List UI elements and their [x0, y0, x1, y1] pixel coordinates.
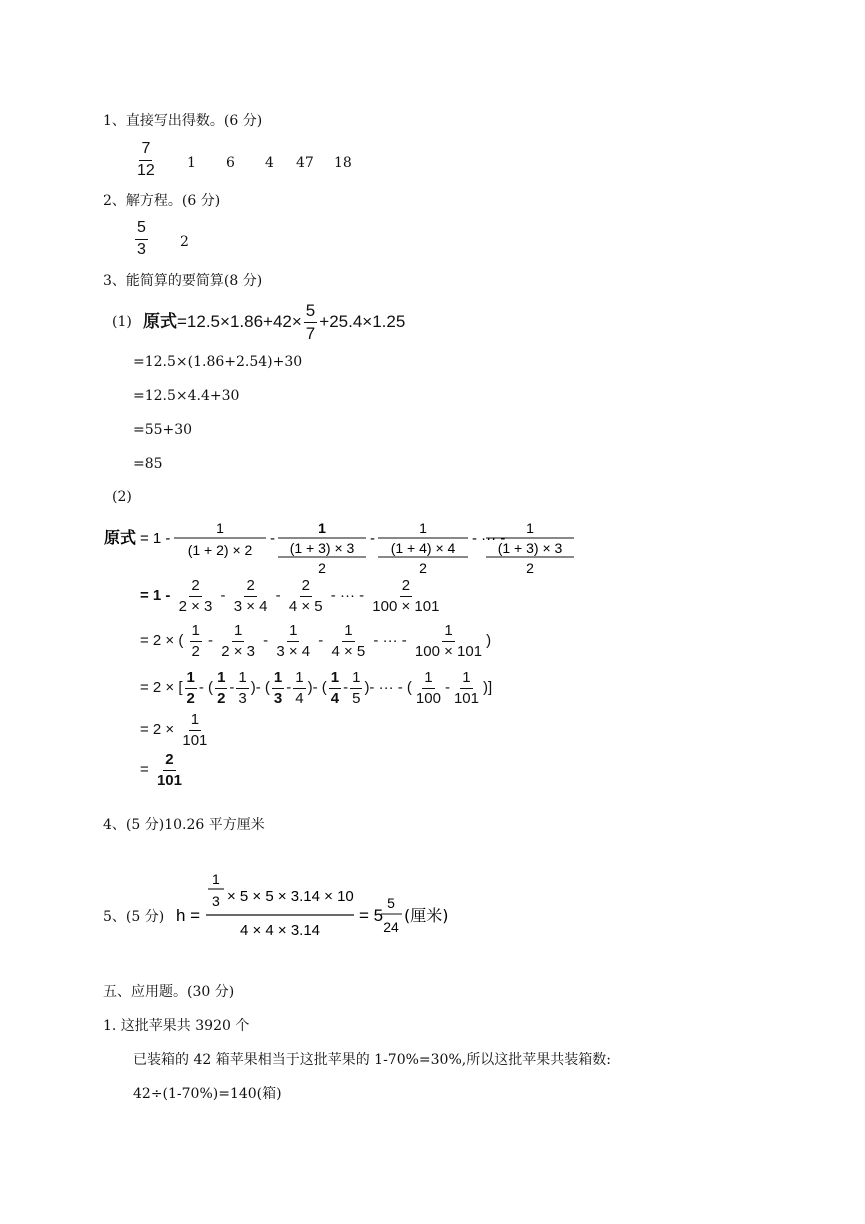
svg-text:h =: h = — [176, 906, 201, 925]
q3-step: =12.5×(1.86+2.54)+30 — [133, 354, 303, 370]
svg-text:(厘米): (厘米) — [404, 906, 449, 925]
q3-part1-label: (1) — [112, 314, 132, 330]
svg-text:(1 + 2) × 2: (1 + 2) × 2 — [187, 542, 253, 558]
svg-text:-: - — [270, 530, 275, 547]
svg-text:= 1 -: = 1 - — [140, 530, 171, 547]
section5-line2: 已装箱的 42 箱苹果相当于这批苹果的 1-70%=30%,所以这批苹果共装箱数: — [133, 1052, 611, 1068]
q1-answer: 1 — [187, 155, 196, 171]
q3-part2-line3: = 2 × ( $\frac{1}{2}$ - $\frac{1}{2 \times 3}$ - $\frac{1}{3 \times 4}$ - $\frac{1}{4 \times 5}$ - ··· - $\frac{1}{100 \times 101}$ ) — [140, 622, 492, 660]
svg-text:2: 2 — [419, 560, 427, 576]
svg-text:2: 2 — [318, 560, 326, 576]
q1-answer: 47 — [296, 155, 314, 171]
section5-item1: 1. 这批苹果共 3920 个 — [103, 1018, 250, 1034]
svg-text:1: 1 — [526, 520, 534, 536]
q3-step: =55+30 — [133, 422, 193, 438]
svg-text:(1 + 3) × 3: (1 + 3) × 3 — [497, 540, 563, 556]
svg-text:4 × 4 × 3.14: 4 × 4 × 3.14 — [239, 922, 321, 939]
svg-text:1: 1 — [419, 520, 427, 536]
svg-text:1: 1 — [216, 520, 224, 536]
svg-text:1: 1 — [212, 871, 220, 887]
q1-answer: 4 — [265, 155, 274, 171]
q1-answer: 6 — [226, 155, 235, 171]
q2-answer: 2 — [180, 234, 189, 250]
q3-title: 3、能简算的要简算(8 分) — [103, 273, 263, 289]
q3-part2-line4: = 2 × [ $\frac{1}{2}$ - ( $\frac{1}{2}$ - $\frac{1}{3}$ )- ( $\frac{1}{3}$ - $\frac{1}{4}$ )- ( $\frac{1}{4}$ - $\frac{1}{5}$ )- ··· - ( $\frac{1}{100}$ - $\frac{1}{101}$ )] — [140, 669, 493, 707]
section5-title: 五、应用题。(30 分) — [103, 984, 235, 1000]
q3-part2-label: (2) — [112, 489, 132, 505]
q5-formula — [170, 868, 470, 946]
q1-title: 1、直接写出得数。(6 分) — [103, 113, 263, 129]
q1-fraction: $\frac{7}{12}$ — [137, 140, 155, 179]
svg-text:= 5: = 5 — [359, 906, 384, 925]
q1-answer: 18 — [334, 155, 352, 171]
q3-step: =12.5×4.4+30 — [133, 388, 240, 404]
q2-title: 2、解方程。(6 分) — [103, 193, 221, 209]
q3-step: =85 — [133, 456, 163, 472]
svg-text:× 5 × 5 × 3.14 × 10: × 5 × 5 × 3.14 × 10 — [227, 888, 354, 905]
svg-text:3: 3 — [212, 893, 220, 909]
svg-text:(1 + 4) × 4: (1 + 4) × 4 — [390, 540, 456, 556]
q4-text: 4、(5 分)10.26 平方厘米 — [103, 817, 265, 833]
svg-text:5: 5 — [387, 895, 395, 911]
svg-text:2: 2 — [526, 560, 534, 576]
svg-text:-: - — [370, 530, 375, 547]
svg-text:原式: 原式 — [104, 528, 137, 547]
q5-label: 5、(5 分) — [103, 909, 165, 925]
svg-text:- ··· -: - ··· - — [472, 530, 506, 547]
q3-part2-line5: = 2 × $\frac{1}{101}$ — [140, 711, 208, 749]
svg-text:24: 24 — [383, 919, 399, 935]
q3-part2-line2: = 1 - $\frac{2}{2 \times 3}$ - $\frac{2}{3 \times 4}$ - $\frac{2}{4 \times 5}$ - ··· - $\frac{2}{100 \times 101}$ — [140, 577, 440, 615]
q3-part2-line1 — [100, 515, 580, 580]
q3-part2-line6: = $\frac{2}{101}$ — [140, 751, 182, 789]
q3-part1-expression: 原式=12.5×1.86+42× $\frac{5}{7}$ +25.4×1.25 — [143, 301, 406, 343]
q2-fraction: $\frac{5}{3}$ — [137, 219, 146, 258]
section5-line3: 42÷(1-70%)=140(箱) — [133, 1086, 282, 1102]
svg-text:1: 1 — [318, 520, 326, 536]
svg-text:(1 + 3) × 3: (1 + 3) × 3 — [289, 540, 355, 556]
